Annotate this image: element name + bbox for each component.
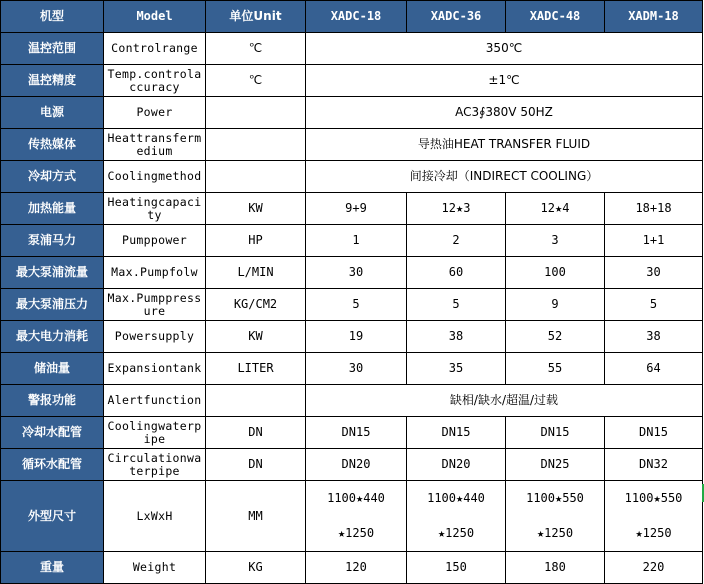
row-cooling [1, 161, 703, 193]
value-cell: 52 [506, 321, 605, 353]
value-cell: 5 [306, 289, 407, 321]
value-cell: 5 [407, 289, 506, 321]
unit-cell: KW [206, 321, 306, 353]
row-power-source [1, 97, 703, 129]
value-cell: 1 [306, 225, 407, 257]
row-weight [1, 552, 703, 584]
merged-value: 导热油HEAT TRANSFER FLUID [306, 129, 703, 161]
label-cn: 外型尺寸 [1, 481, 104, 552]
row-tank [1, 353, 703, 385]
value-cell: 18+18 [605, 193, 703, 225]
label-cn: 电源 [1, 97, 104, 129]
dimension-line-2: ★1250 [337, 526, 375, 540]
value-cell: 5 [605, 289, 703, 321]
merged-value: 350℃ [306, 33, 703, 65]
value-cell: DN15 [407, 417, 506, 449]
value-cell: DN15 [605, 417, 703, 449]
label-cn: 传热媒体 [1, 129, 104, 161]
row-temp-range [1, 33, 703, 65]
unit-cell [206, 385, 306, 417]
header-row [1, 1, 703, 33]
header-model-3: XADC-48 [506, 1, 605, 33]
value-cell: 3 [506, 225, 605, 257]
row-power-supply [1, 321, 703, 353]
value-cell: 30 [306, 353, 407, 385]
dimension-cell [407, 481, 506, 552]
header-model: Model [104, 1, 206, 33]
row-cooling-pipe [1, 417, 703, 449]
unit-cell: ℃ [206, 33, 306, 65]
dimension-cell [506, 481, 605, 552]
unit-cell: HP [206, 225, 306, 257]
dimension-line-1: 1100★550 [624, 491, 683, 505]
value-cell: 60 [407, 257, 506, 289]
label-cn: 警报功能 [1, 385, 104, 417]
value-cell: 9+9 [306, 193, 407, 225]
label-cn: 冷却水配管 [1, 417, 104, 449]
row-alarm [1, 385, 703, 417]
unit-cell: KG [206, 552, 306, 584]
merged-value: 缺相/缺水/超温/过载 [306, 385, 703, 417]
value-cell: 220 [605, 552, 703, 584]
label-cn: 最大电力消耗 [1, 321, 104, 353]
value-cell: DN25 [506, 449, 605, 481]
merged-value: ±1℃ [306, 65, 703, 97]
label-cn: 温控精度 [1, 65, 104, 97]
value-cell: 35 [407, 353, 506, 385]
label-cn: 最大泵浦流量 [1, 257, 104, 289]
label-en: Heattransfermedium [104, 129, 206, 161]
label-en: Alertfunction [104, 385, 206, 417]
dimension-line-2: ★1250 [437, 526, 475, 540]
dimension-cell [605, 481, 703, 552]
label-cn: 加热能量 [1, 193, 104, 225]
row-medium [1, 129, 703, 161]
value-cell: 100 [506, 257, 605, 289]
value-cell: 12★3 [407, 193, 506, 225]
unit-cell: KG/CM2 [206, 289, 306, 321]
value-cell: 38 [407, 321, 506, 353]
value-cell: 64 [605, 353, 703, 385]
value-cell: DN15 [306, 417, 407, 449]
dimension-cell [306, 481, 407, 552]
row-heating [1, 193, 703, 225]
dimension-line-2: ★1250 [635, 526, 672, 540]
label-en: Controlrange [104, 33, 206, 65]
label-cn: 重量 [1, 552, 104, 584]
unit-cell: DN [206, 417, 306, 449]
unit-cell: ℃ [206, 65, 306, 97]
unit-cell: LITER [206, 353, 306, 385]
header-unit: 单位Unit [206, 1, 306, 33]
header-model-1: XADC-18 [306, 1, 407, 33]
row-pump [1, 225, 703, 257]
value-cell: DN15 [506, 417, 605, 449]
unit-cell: KW [206, 193, 306, 225]
value-cell: 12★4 [506, 193, 605, 225]
dimension-line-1: 1100★550 [526, 491, 584, 505]
unit-cell: MM [206, 481, 306, 552]
row-pressure [1, 289, 703, 321]
label-en: Max.Pumppressure [104, 289, 206, 321]
row-dimensions [1, 481, 703, 552]
label-en: Heatingcapacity [104, 193, 206, 225]
label-en: Circulationwaterpipe [104, 449, 206, 481]
value-cell: 1+1 [605, 225, 703, 257]
label-en: Power [104, 97, 206, 129]
row-flow [1, 257, 703, 289]
header-model-4: XADM-18 [605, 1, 703, 33]
unit-cell [206, 129, 306, 161]
label-en: Max.Pumpfolw [104, 257, 206, 289]
label-en: Temp.controlaccuracy [104, 65, 206, 97]
value-cell: DN20 [407, 449, 506, 481]
value-cell: 9 [506, 289, 605, 321]
label-en: Pumppower [104, 225, 206, 257]
label-cn: 冷却方式 [1, 161, 104, 193]
value-cell: 2 [407, 225, 506, 257]
label-cn: 储油量 [1, 353, 104, 385]
value-cell: 19 [306, 321, 407, 353]
label-en: Coolingwaterpipe [104, 417, 206, 449]
unit-cell: DN [206, 449, 306, 481]
label-cn: 温控范围 [1, 33, 104, 65]
label-en: Powersupply [104, 321, 206, 353]
value-cell: 150 [407, 552, 506, 584]
unit-cell: L/MIN [206, 257, 306, 289]
value-cell: 120 [306, 552, 407, 584]
row-circulation-pipe [1, 449, 703, 481]
merged-value: 间接冷却（INDIRECT COOLING） [306, 161, 703, 193]
value-cell: DN20 [306, 449, 407, 481]
row-temp-accuracy [1, 65, 703, 97]
header-model-2: XADC-36 [407, 1, 506, 33]
label-cn: 泵浦马力 [1, 225, 104, 257]
dimension-line-2: ★1250 [536, 526, 574, 540]
merged-value: AC3∮380V 50HZ [306, 97, 703, 129]
unit-cell [206, 161, 306, 193]
dimension-line-1: 1100★440 [427, 491, 485, 505]
value-cell: 30 [306, 257, 407, 289]
label-en: Expansiontank [104, 353, 206, 385]
dimension-line-1: 1100★440 [327, 491, 385, 505]
label-en: Weight [104, 552, 206, 584]
value-cell: 38 [605, 321, 703, 353]
value-cell: 30 [605, 257, 703, 289]
header-type: 机型 [1, 1, 104, 33]
value-cell: 180 [506, 552, 605, 584]
label-en: Coolingmethod [104, 161, 206, 193]
label-cn: 循环水配管 [1, 449, 104, 481]
value-cell: 55 [506, 353, 605, 385]
label-cn: 最大泵浦压力 [1, 289, 104, 321]
label-en: LxWxH [104, 481, 206, 552]
value-cell: DN32 [605, 449, 703, 481]
unit-cell [206, 97, 306, 129]
